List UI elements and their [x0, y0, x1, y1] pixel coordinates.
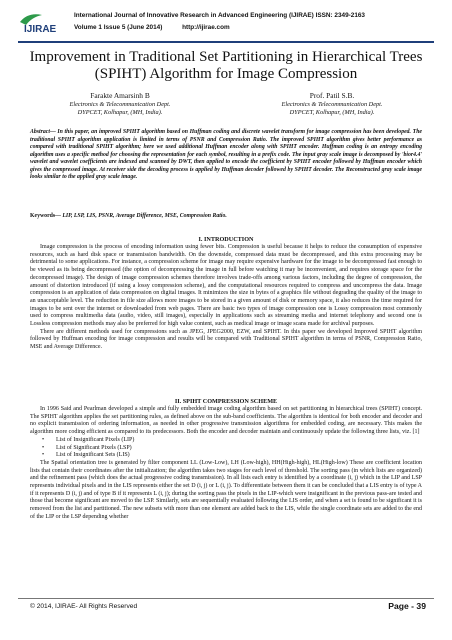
keywords: [30, 213, 422, 219]
journal-volume-line: [74, 24, 230, 31]
page-number: Page - 39: [388, 601, 426, 611]
journal-issn: ISSN: 2349-2163: [315, 12, 365, 19]
list-bullets: [30, 437, 422, 460]
journal-name-line: [74, 12, 365, 19]
journal-name: International Journal of Innovative Research in Advanced Engineering (IJIRAE): [74, 12, 314, 19]
logo-text: IJIRAE: [24, 24, 57, 35]
copyright-notice: © 2014, IJIRAE- All Rights Reserved: [30, 603, 138, 610]
author-dept: Electronics & Telecommunication Dept.: [69, 100, 171, 108]
journal-logo: [18, 12, 66, 38]
list-item: • List of Insignificant Sets (LIS): [30, 452, 422, 460]
spiht-body: [30, 406, 422, 522]
list-item: • List of Insignificant Pixels (LIP): [30, 437, 422, 445]
abstract: Abstract— In this paper, an improved SPIHT algorithm based on Huffman coding and discrete wavelet transform for image compression has been developed. The traditional SPIHT algorithm application is limited in terms of PSNR and Compression Ratio. The improved SPIHT algorithm gives better performance as compared with traditional SPIHT algorithm; here we used additional Huffman encoder along with SPIHT encoder. Huffman coding is an entropy encoding algorithm uses a specific method for choosing the representation for each symbol, resulting in a prefix code. The input gray scale image is decomposed by 'bior4.4' wavelet and wavelet coefficients are indexed and scanned by DWT, then applied to encode the coefficient by SPIHT encoder followed by Huffman encoder which gives the compressed image. At receiver side the decoding process is applied by Huffman decoder followed by SPIHT decoder. The Reconstructed gray scale image looks similar to the applied gray scale image.: [30, 129, 422, 180]
author-dept: Electronics & Telecommunication Dept.: [281, 100, 383, 108]
author-name: Farakte Amarsinh B: [90, 91, 150, 100]
journal-header: [18, 9, 438, 43]
paragraph: Image compression is the process of encoding information using fewer bits. Compression is useful because it helps to reduce the consumption of expensive resources, such as hard disk space or transmission bandwidth. On the downside, compressed data must be decompressed, and this extra processing may be detrimental to some applications. For instance, a compression scheme for image may require expensive hardware for the image to be decompressed fast enough to be viewed as its being decompressed (the option of decompressing the image in full before watching it may be inconvenient, and requires storage space for the decompressed image). The design of image compression schemes therefore involves trade-offs among various factors, including the degree of compression, the amount of distortion introduced (if using a lossy compression scheme), and the computational resources required to compress and uncompress the data. Image compression is an application of data compression on digital images. It minimizes the size in bytes of a graphics file without degrading the quality of the image to an unacceptable level. The reduction in file size allows more images to be stored in a given amount of disk or memory space, it also reduces the time required for images to be sent over the internet or downloaded from web pages. There are basic two types of image compression one is Lossy compression most commonly used to compress multimedia data (audio, video, still images), especially in applications such as streaming media and internet telephony and second one is Lossless compression methods may also be preferred for high value content, such as medical image or image scans made for archival purposes.: [30, 244, 422, 328]
paragraph: In 1996 Said and Pearlman developed a simple and fully embedded image coding algorithm based on set partitioning in hierarchical trees (SPIHT) concept. The SPIHT algorithm applies the set partitioning rules, as defined above on the sub-band coefficients. The algorithm is identical for both encoder and decoder and no explicit transmission of ordering information, as needed in other progressive transmission algorithms for embedded coding, are necessary. This makes the algorithm more coding efficient as compared to its predecessors. Both the encoder and decoder maintain and continuously update the following three lists, viz. [1]: [30, 406, 422, 436]
author-institution: DYPCET, Kolhapur, (MH, India).: [289, 109, 375, 116]
header-divider: [18, 41, 434, 43]
section-heading-spiht: II. SPIHT COMPRESSION SCHEME: [174, 398, 278, 405]
paragraph: There are different methods used for compressions such as JPEG, JPEG2000, EZW, and SPIHT. In this paper we developed Improved SPIHT algorithm followed by Huffman encoding for image compression and results will be compared with Traditional SPIHT algorithm in terms of PSNR, Compression Ratio, MSE and Average Difference.: [30, 328, 422, 351]
journal-volume: Volume 1 Issue 5 (June 2014): [74, 24, 163, 31]
keywords-list: LIP, LSP, LIS, PSNR, Average Difference, MSE, Compression Ratio.: [62, 213, 227, 219]
keywords-label: Keywords—: [30, 213, 61, 219]
footer-divider: [18, 598, 434, 599]
author-name: Prof. Patil S.B.: [309, 91, 355, 100]
paper-title: Improvement in Traditional Set Partitioning in Hierarchical Trees (SPIHT) Algorithm for Image Compression: [29, 49, 423, 82]
list-item: • List of Significant Pixels (LSP): [30, 445, 422, 453]
paragraph: The Spatial orientation tree is generated by filter component LL (Low-Low), LH (Low-high), HH(High-high), HL(High-low) These are coefficient location lists that contain their coordinates after the initialization; the algorithm takes two stages for each level of threshold. The sorting pass (in which lists are organized) and the refinement pass (which does the actual progressive coding transmission). In all lists each entry is identified by a coordinate (i, j) which in the LIP and LSP represents individual pixels and in the LIS represents either the set D (i, j) or L (i, j). To differentiate between them it can be concluded that a LIS entry is of type A if it represents D (i, j) and of type B if it represents L (i, j); during the sorting pass the pixels in the LIP-which were insignificant in the previous pass-are tested and those that become significant are moved to the LSP. Similarly, sets are sequentially evaluated following the LIS order, and when a set is found to be significant it is removed from the list and partitioned. The new subsets with more than one element are added back to the LIS, while the single coordinate sets are added to the end of the LIP or the LSP depending whether: [30, 459, 422, 520]
author-institution: DYPCET, Kolhapur, (MH, India).: [77, 109, 163, 116]
journal-url[interactable]: http://ijirae.com: [182, 24, 230, 31]
introduction-body: [30, 244, 422, 352]
section-heading-introduction: I. INTRODUCTION: [198, 236, 254, 243]
author-1: [20, 92, 220, 118]
author-2: [232, 92, 432, 118]
author-block: [20, 92, 432, 122]
